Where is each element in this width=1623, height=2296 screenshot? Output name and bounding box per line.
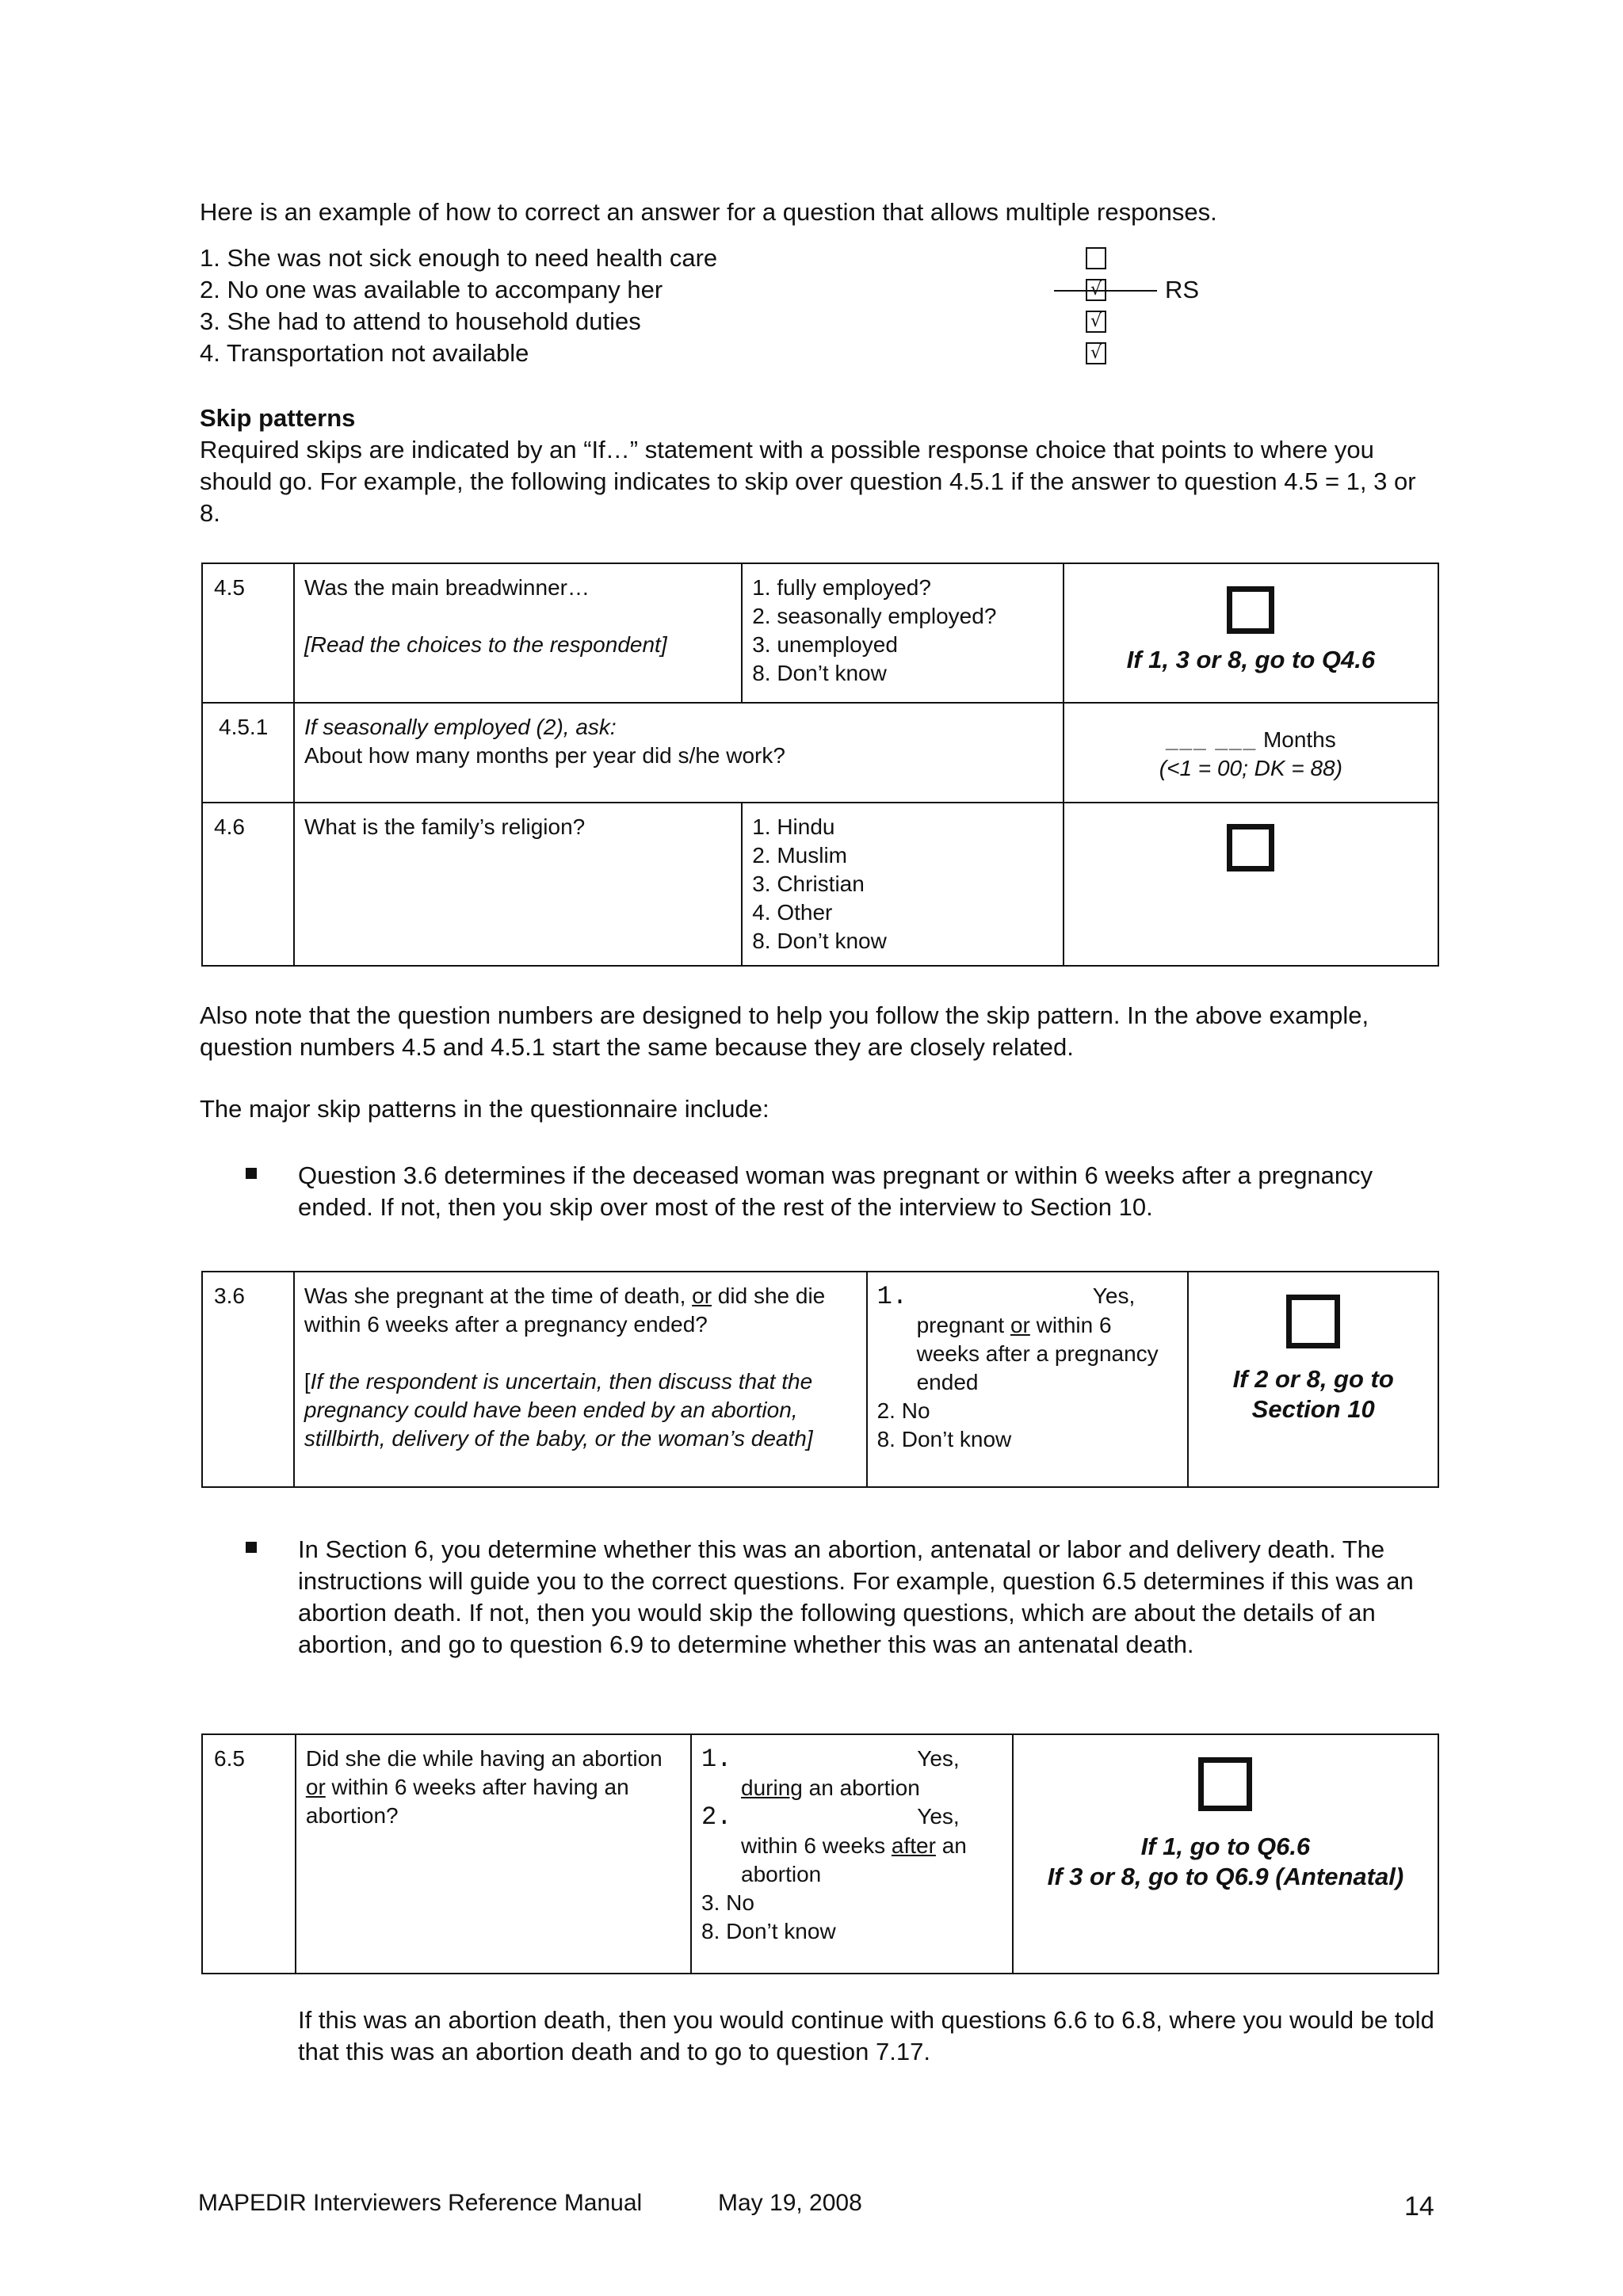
response-option: 8. Don’t know	[752, 661, 887, 685]
answer-cell	[1064, 703, 1438, 803]
response-options	[867, 1272, 1189, 1487]
note-text: Also note that the question numbers are designed to help you follow the skip pattern. In the above example, question numbers 4.5 and 4.5.1 start the same because they are closely related.	[200, 1001, 1369, 1061]
table-row	[202, 803, 1438, 966]
bullet-icon	[246, 1168, 257, 1179]
checkmark-icon: √	[1086, 342, 1106, 364]
question-text: Was the main breadwinner…	[304, 575, 590, 600]
example-item	[200, 242, 1230, 274]
response-option: 1. Yes, pregnant or within 6 weeks after a pregnancy ended	[876, 1282, 1159, 1394]
question-number: 4.5	[202, 563, 294, 703]
question-number: 4.5.1	[202, 703, 294, 803]
interviewer-instruction: [If the respondent is uncertain, then discuss that the pregnancy could have been ended by an abortion, stillbirth, delivery of the baby, or the woman’s death]	[304, 1369, 813, 1451]
answer-box[interactable]	[1198, 1757, 1252, 1811]
skip-heading: Skip patterns	[200, 404, 356, 432]
question-number: 3.6	[202, 1272, 294, 1487]
response-option: 3. unemployed	[752, 632, 898, 657]
skip-intro-text: Required skips are indicated by an “If…” statement with a possible response choice that points to where you should go. For example, the following indicates to skip over question 4.5.1 if the answer to question 4.5 = 1, 3 or 8.	[200, 436, 1416, 527]
question-cell	[294, 1272, 867, 1487]
strikethrough-line	[1054, 290, 1157, 292]
response-option: 2. Yes, within 6 weeks after an abortion	[701, 1802, 967, 1886]
response-options	[742, 563, 1064, 703]
example-item-text: 2. No one was available to accompany her	[200, 276, 663, 303]
table-row	[202, 1272, 1438, 1487]
intro-text: Here is an example of how to correct an answer for a question that allows multiple responses.	[200, 198, 1217, 226]
bullet-icon	[246, 1542, 257, 1553]
skip-instruction: If 1, 3 or 8, go to Q4.6	[1126, 646, 1376, 673]
example-item	[200, 338, 1230, 369]
response-option: 8. Don’t know	[701, 1919, 836, 1943]
example-item-text: 4. Transportation not available	[200, 339, 529, 367]
question-table-6-5	[201, 1733, 1439, 1974]
answer-box[interactable]	[1286, 1295, 1340, 1348]
question-table-3-6	[201, 1271, 1439, 1488]
initials-label: RS	[1165, 276, 1200, 303]
question-text: Was she pregnant at the time of death, or did she die within 6 weeks after a pregnancy ended?	[304, 1283, 826, 1337]
example-item-text: 1. She was not sick enough to need health care	[200, 244, 718, 272]
response-option: 8. Don’t know	[876, 1427, 1012, 1451]
answer-cell	[1013, 1734, 1438, 1974]
example-item	[200, 306, 1230, 338]
example-item-text: 3. She had to attend to household duties	[200, 307, 641, 335]
response-option: 2. No	[876, 1398, 930, 1423]
table-row	[202, 1734, 1438, 1974]
closing-text: If this was an abortion death, then you would continue with questions 6.6 to 6.8, where you would be told that this was an abortion death and to go to question 7.17.	[298, 2006, 1434, 2065]
skip-instruction: If 2 or 8, go to Section 10	[1232, 1365, 1394, 1423]
answer-cell	[1188, 1272, 1438, 1487]
footer-manual-title: MAPEDIR Interviewers Reference Manual	[198, 2190, 643, 2216]
months-unit: Months	[1262, 727, 1336, 752]
checkbox-icon	[1086, 247, 1106, 269]
response-option: 3. No	[701, 1890, 754, 1915]
interviewer-instruction: [Read the choices to the respondent]	[304, 632, 667, 657]
question-cell	[294, 563, 742, 703]
answer-box[interactable]	[1227, 586, 1274, 634]
table-row	[202, 703, 1438, 803]
correction-example	[200, 242, 1230, 369]
question-text: Did she die while having an abortion or within 6 weeks after having an abortion?	[296, 1734, 691, 1974]
page-number: 14	[1404, 2191, 1434, 2222]
question-cell	[294, 703, 1064, 803]
bullet-text-2: In Section 6, you determine whether this was an abortion, antenatal or labor and delivery death. The instructions will guide you to the correct questions. For example, question 6.5 determines if this was an abortion death. If not, then you would skip the following questions, which are about the details of an abortion, and go to question 6.9 to determine whether this was an antenatal death.	[298, 1535, 1414, 1658]
question-number: 6.5	[202, 1734, 296, 1974]
answer-codes: (<1 = 00; DK = 88)	[1159, 756, 1342, 780]
skip-instruction: If 1, go to Q6.6 If 3 or 8, go to Q6.9 (Antenatal)	[1047, 1833, 1404, 1890]
response-option: 2. Muslim	[752, 843, 847, 868]
answer-cell	[1064, 803, 1438, 966]
question-number: 4.6	[202, 803, 294, 966]
response-option: 3. Christian	[752, 871, 865, 896]
response-option: 4. Other	[752, 900, 833, 925]
response-option: 1. fully employed?	[752, 575, 931, 600]
response-option: 1. Yes, during an abortion	[701, 1745, 960, 1800]
question-text: What is the family’s religion?	[294, 803, 742, 966]
footer-date: May 19, 2008	[718, 2190, 862, 2216]
major-skip-intro: The major skip patterns in the questionnaire include:	[200, 1095, 769, 1123]
example-item	[200, 274, 1230, 306]
response-options	[742, 803, 1064, 966]
question-table-4-5	[201, 563, 1439, 967]
interviewer-instruction: If seasonally employed (2), ask:	[304, 715, 617, 739]
checkmark-icon: √	[1086, 311, 1106, 333]
answer-cell	[1064, 563, 1438, 703]
bullet-text-1: Question 3.6 determines if the deceased woman was pregnant or within 6 weeks after a pregnancy ended. If not, then you skip over most of the rest of the interview to Section 10.	[298, 1161, 1373, 1221]
answer-box[interactable]	[1227, 824, 1274, 871]
response-option: 8. Don’t know	[752, 929, 887, 953]
response-options	[691, 1734, 1013, 1974]
months-blanks[interactable]: ___ ___	[1165, 727, 1258, 752]
question-text: About how many months per year did s/he work?	[304, 743, 785, 768]
response-option: 1. Hindu	[752, 814, 835, 839]
response-option: 2. seasonally employed?	[752, 604, 997, 628]
table-row	[202, 563, 1438, 703]
